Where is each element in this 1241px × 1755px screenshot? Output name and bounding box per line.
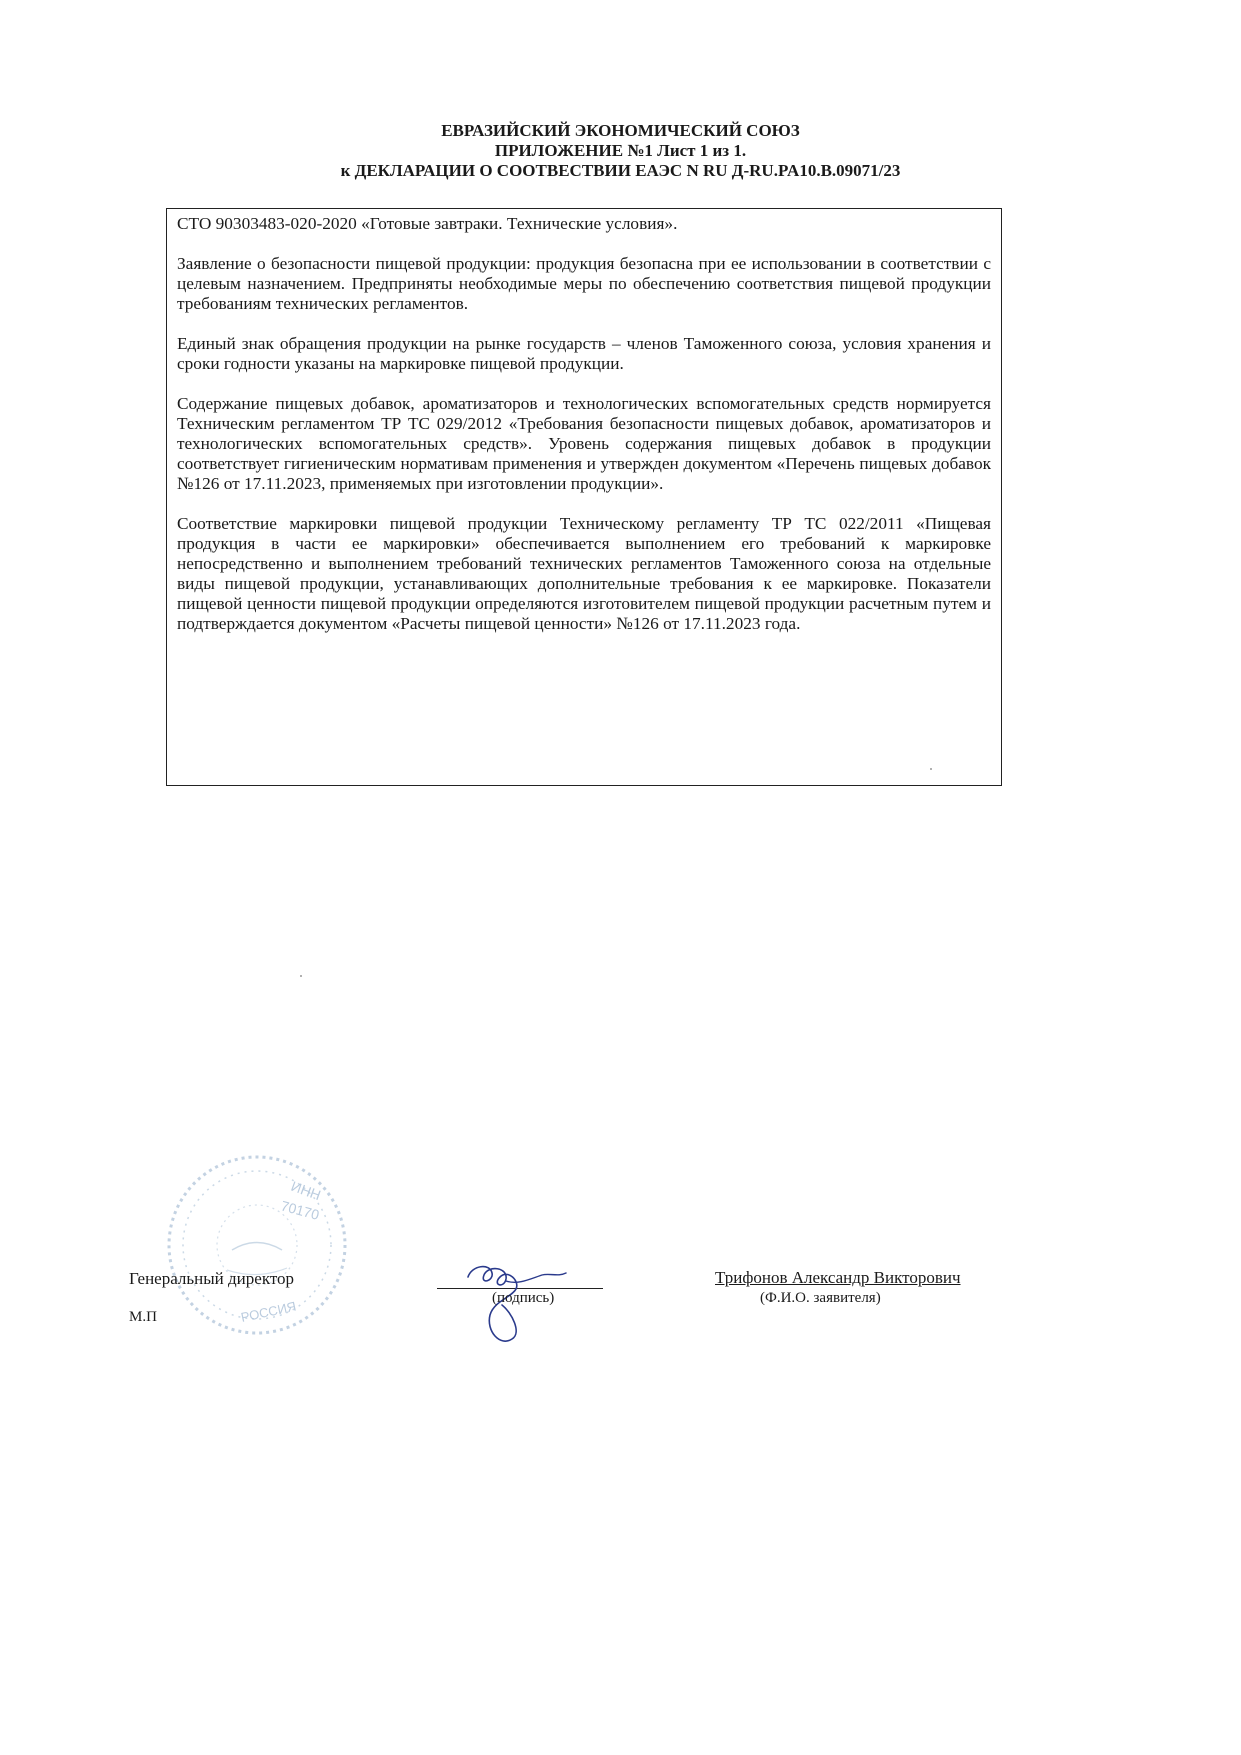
applicant-full-name: Трифонов Александр Викторович (715, 1268, 961, 1287)
content-paragraph-standard: СТО 90303483-020-2020 «Готовые завтраки. Технические условия». (177, 214, 678, 233)
header-union-title: ЕВРАЗИЙСКИЙ ЭКОНОМИЧЕСКИЙ СОЮЗ (441, 121, 800, 140)
company-seal-stamp (162, 1150, 352, 1340)
content-paragraph-labeling: Соответствие маркировки пищевой продукции Техническому регламенту ТР ТС 022/2011 «Пищевая продукция в части ее маркировки» обеспечивается выполнением его требований к маркировке непосредственно и выполнением требований технических регламентов Таможенного союза на отдельные виды пищевой продукции, устанавливающих дополнительные требования к ее маркировке. Показатели пищевой ценности пищевой продукции определяются изготовителем пищевой продукции расчетным путем и подтверждается документом «Расчеты пищевой ценности» №126 от 17.11.2023 года. (177, 514, 991, 633)
header-appendix-title: ПРИЛОЖЕНИЕ №1 Лист 1 из 1. (494, 141, 747, 160)
seal-text-number: 70170 (279, 1197, 321, 1223)
signatory-position: Генеральный директор (129, 1269, 295, 1288)
content-paragraph-additives: Содержание пищевых добавок, ароматизаторов и технологических вспомогательных средств нормируется Техническим регламентом ТР ТС 029/2012 «Требования безопасности пищевых добавок, ароматизаторов и технологических вспомогательных средств». Уровень содержания пищевых добавок в продукции соответствует гигиеническим нормативам применения и утвержден документом «Перечень пищевых добавок №126 от 17.11.2023, применяемых при изготовлении продукции». (177, 394, 991, 493)
content-paragraph-safety: Заявление о безопасности пищевой продукции: продукция безопасна при ее использовании в соответствии с целевым назначением. Предприняты необходимые меры по обеспечению соответствия пищевой продукции требованиям технических регламентов. (177, 254, 991, 313)
seal-text-bottom: РОССИЯ (239, 1298, 298, 1325)
document-header (0, 121, 1241, 181)
signature-caption: (подпись) (492, 1290, 555, 1306)
applicant-name-caption: (Ф.И.О. заявителя) (760, 1290, 881, 1306)
header-declaration-number: к ДЕКЛАРАЦИИ О СООТВЕСТВИИ ЕАЭС N RU Д-RU.PA10.B.09071/23 (340, 161, 901, 180)
seal-text-top: ИНН (288, 1177, 323, 1204)
scan-speck (300, 975, 302, 977)
content-paragraph-marking: Единый знак обращения продукции на рынке государств – членов Таможенного союза, условия хранения и сроки годности указаны на маркировке пищевой продукции. (177, 334, 991, 373)
scan-speck (930, 768, 932, 770)
stamp-placeholder-label: М.П (129, 1309, 157, 1325)
appendix-content-box (166, 208, 1002, 786)
